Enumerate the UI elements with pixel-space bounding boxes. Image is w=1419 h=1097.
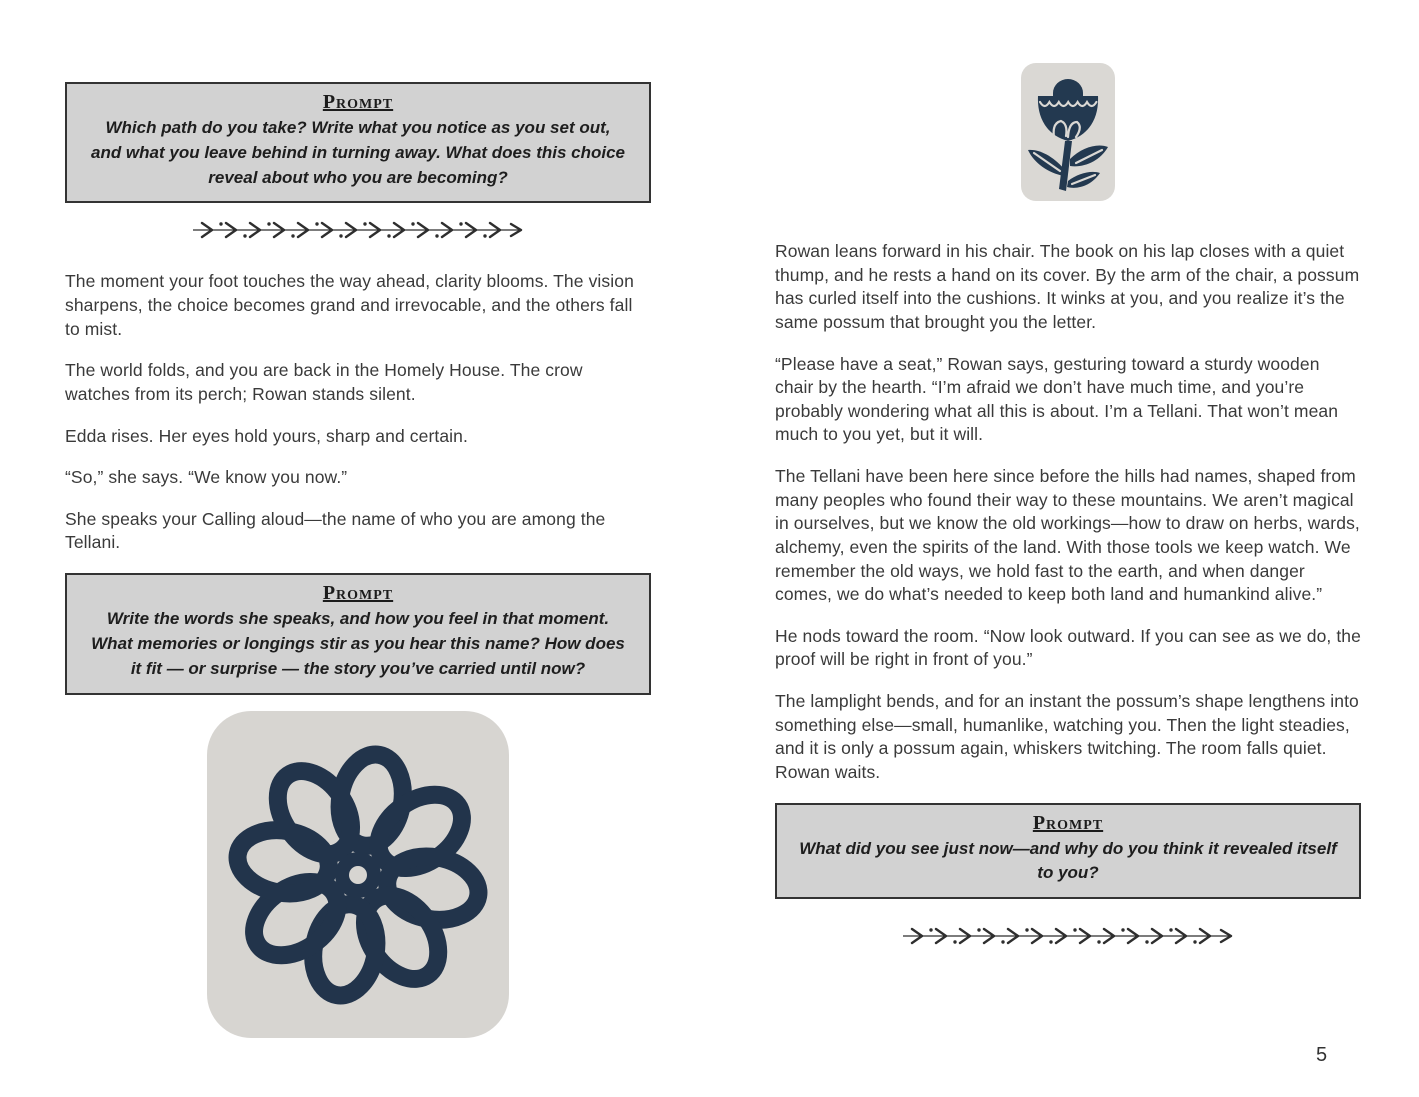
prompt-box-title: Prompt — [322, 582, 394, 605]
story-paragraph: “Please have a seat,” Rowan says, gesturing toward a sturdy wooden chair by the hearth. “I’m afraid we don’t have much time, and you’re probably wondering what all this is about. I’m a Tellani. That won’t mean much to you yet, but it will. — [775, 353, 1339, 445]
arrow-chain-divider-icon — [903, 925, 1233, 947]
prompt-box — [775, 803, 1361, 900]
divider-row — [65, 219, 651, 246]
story-paragraph: She speaks your Calling aloud—the name of who you are among the Tellani. — [65, 508, 606, 553]
story-paragraph: Rowan leans forward in his chair. The book on his lap closes with a quiet thump, and he rests a hand on its cover. By the arm of the chair, a possum has curled itself into the cushions. It winks at you, and you realize it’s the same possum that brought you the letter. — [775, 241, 1360, 332]
folk-tulip-icon — [1020, 62, 1116, 202]
prompt-box-text: Which path do you take? Write what you notice as you set out, and what you leave behind in turning away. What does this choice reveal about who you are becoming? — [90, 118, 625, 187]
prompt-box-text: What did you see just now—and why do you think it revealed itself to you? — [799, 838, 1337, 883]
story-paragraph: “So,” she says. “We know you now.” — [65, 467, 348, 488]
eight-petal-flower-icon — [203, 707, 513, 1042]
story-text-block — [65, 270, 651, 555]
story-paragraph: The lamplight bends, and for an instant the possum’s shape lengthens into something else—small, humanlike, watching you. Then the light steadies, and it is only a possum again, whiskers twitching. The room falls quiet. Rowan waits. — [775, 691, 1359, 782]
prompt-box — [65, 82, 651, 203]
story-paragraph: Edda rises. Her eyes hold yours, sharp and certain. — [65, 425, 468, 446]
right-column — [775, 62, 1361, 952]
prompt-box-text: Write the words she speaks, and how you feel in that moment. What memories or longings stir as you hear this name? How does it fit — or surprise — the story you’ve carried until now? — [91, 609, 625, 678]
prompt-box-title: Prompt — [1032, 811, 1104, 834]
story-paragraph: The world folds, and you are back in the Homely House. The crow watches from its perch; Rowan stands silent. — [65, 360, 583, 404]
page-number: 5 — [1316, 1044, 1328, 1066]
story-paragraph: The Tellani have been here since before the hills had names, shaped from many peoples who found their way to these mountains. We aren’t magical in ourselves, but we know the old workings—how to draw on herbs, wards, alchemy, even the spirits of the land. With those tools we keep watch. We remember the old ways, we hold fast to the earth, and when danger comes, we do what’s needed to keep both land and humankind alive.” — [775, 466, 1360, 605]
story-text-block — [775, 240, 1361, 785]
arrow-chain-divider-icon — [193, 219, 523, 241]
divider-row — [775, 925, 1361, 952]
prompt-box-title: Prompt — [322, 91, 394, 113]
prompt-box — [65, 573, 651, 694]
story-paragraph: He nods toward the room. “Now look outward. If you can see as we do, the proof will be right in front of you.” — [775, 625, 1361, 670]
story-paragraph: The moment your foot touches the way ahead, clarity blooms. The vision sharpens, the choice becomes grand and irrevocable, and the others fall to mist. — [65, 271, 634, 339]
eight-petal-flower-illustration — [203, 707, 513, 1042]
tulip-illustration — [775, 62, 1361, 202]
left-column — [65, 82, 651, 1042]
